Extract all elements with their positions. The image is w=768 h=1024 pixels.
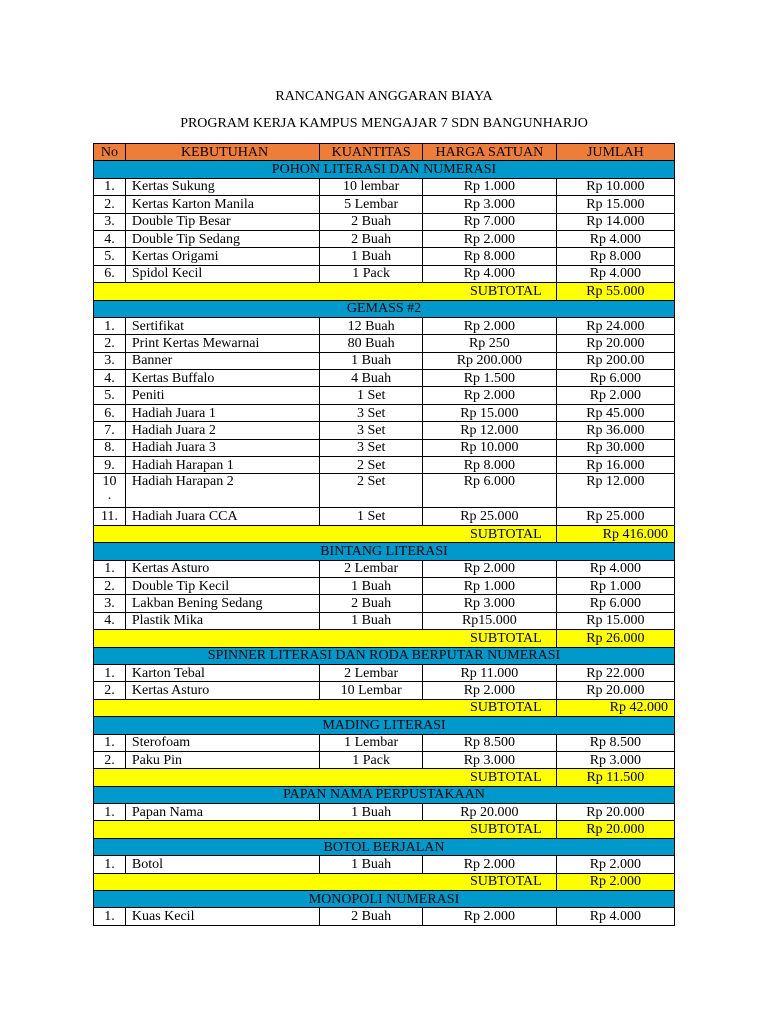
section-header-row <box>94 838 675 855</box>
item-unit-price: Rp 4.000 <box>423 265 557 282</box>
item-name: Plastik Mika <box>125 612 319 629</box>
subtotal-label: SUBTOTAL <box>94 873 557 890</box>
row-number: 1. <box>94 804 126 821</box>
item-total: Rp 4.000 <box>556 908 674 925</box>
subtotal-label: SUBTOTAL <box>94 630 557 647</box>
item-quantity: 1 Set <box>320 387 423 404</box>
section-header-row <box>94 786 675 803</box>
row-number: 1. <box>94 856 126 873</box>
item-unit-price: Rp 250 <box>423 335 557 352</box>
item-quantity: 80 Buah <box>320 335 423 352</box>
item-total: Rp 15.000 <box>556 612 674 629</box>
item-unit-price: Rp 10.000 <box>423 439 557 456</box>
subtotal-row <box>94 699 675 716</box>
table-row <box>94 317 675 334</box>
row-number: 9. <box>94 457 126 474</box>
item-quantity: 1 Buah <box>320 804 423 821</box>
header-harga-satuan: HARGA SATUAN <box>423 144 557 161</box>
table-row <box>94 908 675 925</box>
item-name: Hadiah Juara 2 <box>125 422 319 439</box>
item-name: Sterofoam <box>125 734 319 751</box>
row-number: 1. <box>94 178 126 195</box>
subtotal-amount: Rp 55.000 <box>556 283 674 300</box>
table-row <box>94 595 675 612</box>
subtotal-amount: Rp 416.000 <box>556 525 674 542</box>
table-row <box>94 734 675 751</box>
document-title: RANCANGAN ANGGARAN BIAYA <box>275 89 493 104</box>
row-number: 4. <box>94 230 126 247</box>
item-unit-price: Rp 25.000 <box>423 508 557 525</box>
item-name: Kuas Kecil <box>125 908 319 925</box>
row-number: 8. <box>94 439 126 456</box>
item-unit-price: Rp15.000 <box>423 612 557 629</box>
item-quantity: 2 Lembar <box>320 664 423 681</box>
table-row <box>94 664 675 681</box>
item-name: Kertas Buffalo <box>125 370 319 387</box>
header-no: No <box>94 144 126 161</box>
subtotal-row <box>94 769 675 786</box>
item-name: Papan Nama <box>125 804 319 821</box>
row-number: 1. <box>94 560 126 577</box>
item-quantity: 10 lembar <box>320 178 423 195</box>
row-number: 4. <box>94 612 126 629</box>
section-title: PAPAN NAMA PERPUSTAKAAN <box>94 786 675 803</box>
row-number-suffix: . <box>107 488 112 504</box>
table-row <box>94 612 675 629</box>
item-quantity: 4 Buah <box>320 370 423 387</box>
table-row <box>94 178 675 195</box>
item-unit-price: Rp 200.000 <box>423 352 557 369</box>
item-total: Rp 22.000 <box>556 664 674 681</box>
section-title: MADING LITERASI <box>94 717 675 734</box>
item-name: Sertifikat <box>125 317 319 334</box>
item-unit-price: Rp 2.000 <box>423 682 557 699</box>
item-unit-price: Rp 8.500 <box>423 734 557 751</box>
table-row <box>94 577 675 594</box>
item-quantity: 1 Buah <box>320 856 423 873</box>
item-unit-price: Rp 20.000 <box>423 804 557 821</box>
item-unit-price: Rp 2.000 <box>423 387 557 404</box>
header-kebutuhan: KEBUTUHAN <box>125 144 319 161</box>
section-header-row <box>94 543 675 560</box>
item-quantity: 5 Lembar <box>320 196 423 213</box>
item-total: Rp 14.000 <box>556 213 674 230</box>
item-total: Rp 20.000 <box>556 682 674 699</box>
section-title: BINTANG LITERASI <box>94 543 675 560</box>
subtotal-row <box>94 821 675 838</box>
header-jumlah: JUMLAH <box>556 144 674 161</box>
item-quantity: 1 Set <box>320 508 423 525</box>
subtotal-label: SUBTOTAL <box>94 699 557 716</box>
item-total: Rp 25.000 <box>556 508 674 525</box>
item-quantity: 2 Buah <box>320 230 423 247</box>
item-total: Rp 24.000 <box>556 317 674 334</box>
item-total: Rp 45.000 <box>556 404 674 421</box>
item-name: Hadiah Juara CCA <box>125 508 319 525</box>
item-name: Kertas Sukung <box>125 178 319 195</box>
item-quantity: 1 Buah <box>320 248 423 265</box>
item-name: Spidol Kecil <box>125 265 319 282</box>
item-quantity: 3 Set <box>320 422 423 439</box>
table-row <box>94 213 675 230</box>
subtotal-label: SUBTOTAL <box>94 525 557 542</box>
item-quantity: 1 Lembar <box>320 734 423 751</box>
section-header-row <box>94 717 675 734</box>
item-unit-price: Rp 1.000 <box>423 178 557 195</box>
row-number: 4. <box>94 370 126 387</box>
subtotal-row <box>94 283 675 300</box>
subtotal-row <box>94 525 675 542</box>
item-unit-price: Rp 1.000 <box>423 577 557 594</box>
subtotal-amount: Rp 20.000 <box>556 821 674 838</box>
item-quantity: 12 Buah <box>320 317 423 334</box>
row-number: 2. <box>94 196 126 213</box>
table-row <box>94 457 675 474</box>
row-number: 3. <box>94 213 126 230</box>
row-number: 6. <box>94 404 126 421</box>
item-total: Rp 4.000 <box>556 230 674 247</box>
item-name: Kertas Asturo <box>125 560 319 577</box>
item-total: Rp 30.000 <box>556 439 674 456</box>
row-number: 6. <box>94 265 126 282</box>
item-quantity: 3 Set <box>320 439 423 456</box>
section-header-row <box>94 300 675 317</box>
item-name: Double Tip Sedang <box>125 230 319 247</box>
item-total: Rp 8.000 <box>556 248 674 265</box>
item-total: Rp 1.000 <box>556 577 674 594</box>
item-unit-price: Rp 2.000 <box>423 908 557 925</box>
item-unit-price: Rp 2.000 <box>423 560 557 577</box>
item-name: Kertas Origami <box>125 248 319 265</box>
item-name: Hadiah Harapan 2 <box>125 474 319 508</box>
item-name: Peniti <box>125 387 319 404</box>
section-header-row <box>94 161 675 178</box>
item-name: Double Tip Kecil <box>125 577 319 594</box>
item-quantity: 1 Pack <box>320 751 423 768</box>
item-unit-price: Rp 7.000 <box>423 213 557 230</box>
row-number: 1. <box>94 908 126 925</box>
table-row <box>94 439 675 456</box>
table-row <box>94 248 675 265</box>
table-row <box>94 230 675 247</box>
table-row <box>94 370 675 387</box>
item-total: Rp 2.000 <box>556 856 674 873</box>
item-total: Rp 20.000 <box>556 335 674 352</box>
item-total: Rp 10.000 <box>556 178 674 195</box>
row-number: 1. <box>94 664 126 681</box>
row-number: 5. <box>94 387 126 404</box>
item-unit-price: Rp 11.000 <box>423 664 557 681</box>
row-number: 3. <box>94 595 126 612</box>
item-total: Rp 15.000 <box>556 196 674 213</box>
item-name: Hadiah Juara 3 <box>125 439 319 456</box>
item-unit-price: Rp 1.500 <box>423 370 557 387</box>
subtotal-amount: Rp 42.000 <box>556 699 674 716</box>
row-number: 2. <box>94 577 126 594</box>
item-name: Botol <box>125 856 319 873</box>
table-row <box>94 196 675 213</box>
item-unit-price: Rp 15.000 <box>423 404 557 421</box>
item-unit-price: Rp 2.000 <box>423 317 557 334</box>
section-title: POHON LITERASI DAN NUMERASI <box>94 161 675 178</box>
item-quantity: 2 Buah <box>320 213 423 230</box>
table-row <box>94 560 675 577</box>
row-number: 2. <box>94 335 126 352</box>
item-total: Rp 200.00 <box>556 352 674 369</box>
section-title: GEMASS #2 <box>94 300 675 317</box>
item-name: Karton Tebal <box>125 664 319 681</box>
item-quantity: 1 Pack <box>320 265 423 282</box>
item-quantity: 1 Buah <box>320 612 423 629</box>
section-header-row <box>94 891 675 908</box>
subtotal-label: SUBTOTAL <box>94 769 557 786</box>
item-name: Hadiah Harapan 1 <box>125 457 319 474</box>
item-total: Rp 36.000 <box>556 422 674 439</box>
row-number: 1. <box>94 317 126 334</box>
item-total: Rp 4.000 <box>556 265 674 282</box>
item-name: Kertas Karton Manila <box>125 196 319 213</box>
item-total: Rp 4.000 <box>556 560 674 577</box>
item-total: Rp 12.000 <box>556 474 674 508</box>
table-row <box>94 335 675 352</box>
table-row <box>94 804 675 821</box>
item-name: Hadiah Juara 1 <box>125 404 319 421</box>
item-total: Rp 3.000 <box>556 751 674 768</box>
table-row <box>94 422 675 439</box>
table-row <box>94 856 675 873</box>
subtotal-amount: Rp 2.000 <box>556 873 674 890</box>
item-unit-price: Rp 3.000 <box>423 751 557 768</box>
subtotal-amount: Rp 11.500 <box>556 769 674 786</box>
subtotal-row <box>94 630 675 647</box>
item-quantity: 1 Buah <box>320 352 423 369</box>
subtotal-amount: Rp 26.000 <box>556 630 674 647</box>
section-header-row <box>94 647 675 664</box>
item-name: Print Kertas Mewarnai <box>125 335 319 352</box>
item-total: Rp 20.000 <box>556 804 674 821</box>
item-quantity: 1 Buah <box>320 577 423 594</box>
item-total: Rp 6.000 <box>556 370 674 387</box>
item-unit-price: Rp 2.000 <box>423 856 557 873</box>
item-unit-price: Rp 6.000 <box>423 474 557 508</box>
document-subtitle: PROGRAM KERJA KAMPUS MENGAJAR 7 SDN BANGUNHARJO <box>180 116 588 131</box>
item-unit-price: Rp 8.000 <box>423 457 557 474</box>
section-title: BOTOL BERJALAN <box>94 838 675 855</box>
subtotal-row <box>94 873 675 890</box>
item-name: Double Tip Besar <box>125 213 319 230</box>
table-row <box>94 265 675 282</box>
table-row <box>94 682 675 699</box>
item-quantity: 2 Buah <box>320 595 423 612</box>
item-total: Rp 6.000 <box>556 595 674 612</box>
subtotal-label: SUBTOTAL <box>94 821 557 838</box>
item-quantity: 2 Set <box>320 457 423 474</box>
item-name: Kertas Asturo <box>125 682 319 699</box>
row-number: 3. <box>94 352 126 369</box>
item-unit-price: Rp 8.000 <box>423 248 557 265</box>
item-total: Rp 8.500 <box>556 734 674 751</box>
row-number: 5. <box>94 248 126 265</box>
table-row <box>94 751 675 768</box>
item-quantity: 2 Set <box>320 474 423 508</box>
table-header-row <box>94 144 675 161</box>
subtotal-label: SUBTOTAL <box>94 283 557 300</box>
item-unit-price: Rp 3.000 <box>423 595 557 612</box>
item-name: Paku Pin <box>125 751 319 768</box>
table-row <box>94 508 675 525</box>
item-name: Banner <box>125 352 319 369</box>
table-row <box>94 387 675 404</box>
item-unit-price: Rp 3.000 <box>423 196 557 213</box>
section-title: SPINNER LITERASI DAN RODA BERPUTAR NUMERASI <box>94 647 675 664</box>
item-total: Rp 2.000 <box>556 387 674 404</box>
item-name: Lakban Bening Sedang <box>125 595 319 612</box>
item-total: Rp 16.000 <box>556 457 674 474</box>
row-number <box>94 474 126 508</box>
row-number: 2. <box>94 751 126 768</box>
header-kuantitas: KUANTITAS <box>320 144 423 161</box>
item-quantity: 2 Buah <box>320 908 423 925</box>
item-unit-price: Rp 12.000 <box>423 422 557 439</box>
item-unit-price: Rp 2.000 <box>423 230 557 247</box>
row-number: 1. <box>94 734 126 751</box>
section-title: MONOPOLI NUMERASI <box>94 891 675 908</box>
item-quantity: 2 Lembar <box>320 560 423 577</box>
table-row <box>94 474 675 508</box>
row-number-text: 10 <box>102 474 117 490</box>
table-row <box>94 404 675 421</box>
item-quantity: 10 Lembar <box>320 682 423 699</box>
budget-table <box>93 143 675 926</box>
row-number: 11. <box>94 508 126 525</box>
table-row <box>94 352 675 369</box>
row-number: 7. <box>94 422 126 439</box>
row-number: 2. <box>94 682 126 699</box>
table-body <box>94 161 675 925</box>
item-quantity: 3 Set <box>320 404 423 421</box>
